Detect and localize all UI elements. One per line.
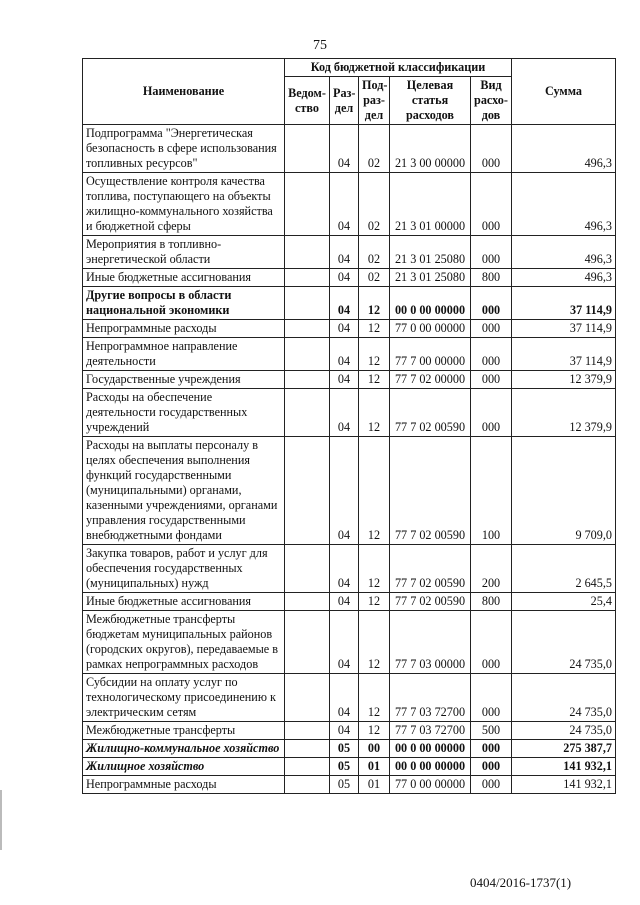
row-podrazdel: 02	[359, 269, 390, 287]
table-row	[83, 125, 616, 173]
row-vedomstvo	[285, 545, 330, 593]
table-row	[83, 674, 616, 722]
row-target: 77 7 02 00590	[390, 389, 471, 437]
row-vid: 800	[471, 593, 512, 611]
header-sum: Сумма	[512, 59, 616, 125]
table-row	[83, 287, 616, 320]
table-row	[83, 722, 616, 740]
row-target: 21 3 01 25080	[390, 236, 471, 269]
row-vid: 000	[471, 371, 512, 389]
row-vid: 000	[471, 758, 512, 776]
row-target: 77 7 00 00000	[390, 338, 471, 371]
row-vedomstvo	[285, 236, 330, 269]
row-vid: 100	[471, 437, 512, 545]
row-target: 77 7 02 00590	[390, 437, 471, 545]
header-podrazdel: Под-раз-дел	[359, 77, 390, 125]
table-body	[83, 125, 616, 794]
row-name: Жилищное хозяйство	[83, 758, 285, 776]
row-sum: 9 709,0	[512, 437, 616, 545]
row-vid: 000	[471, 611, 512, 674]
row-podrazdel: 01	[359, 758, 390, 776]
document-code: 0404/2016-1737(1)	[470, 875, 572, 890]
row-sum: 25,4	[512, 593, 616, 611]
budget-table	[82, 58, 616, 794]
row-razdel: 04	[330, 674, 359, 722]
row-name: Непрограммные расходы	[83, 320, 285, 338]
row-podrazdel: 02	[359, 236, 390, 269]
row-name: Непрограммные расходы	[83, 776, 285, 794]
row-name: Мероприятия в топливно-энергетической области	[83, 236, 285, 269]
table-row	[83, 545, 616, 593]
row-target: 77 7 03 00000	[390, 611, 471, 674]
row-sum: 496,3	[512, 125, 616, 173]
row-target: 77 7 03 72700	[390, 674, 471, 722]
row-name: Подпрограмма "Энергетическая безопасность в сфере использования топливных ресурсов"	[83, 125, 285, 173]
row-target: 77 7 03 72700	[390, 722, 471, 740]
row-vedomstvo	[285, 269, 330, 287]
table-row	[83, 320, 616, 338]
table-row	[83, 236, 616, 269]
header-vid: Вид расхо-дов	[471, 77, 512, 125]
row-vedomstvo	[285, 125, 330, 173]
header-code-group: Код бюджетной классификации	[285, 59, 512, 77]
row-vid: 000	[471, 287, 512, 320]
row-razdel: 04	[330, 338, 359, 371]
row-name: Государственные учреждения	[83, 371, 285, 389]
row-sum: 496,3	[512, 173, 616, 236]
row-razdel: 04	[330, 545, 359, 593]
row-vedomstvo	[285, 611, 330, 674]
margin-mark	[0, 790, 2, 850]
row-vid: 000	[471, 125, 512, 173]
row-sum: 141 932,1	[512, 776, 616, 794]
row-razdel: 05	[330, 740, 359, 758]
row-razdel: 04	[330, 125, 359, 173]
header-name: Наименование	[83, 59, 285, 125]
row-name: Межбюджетные трансферты бюджетам муниципальных районов (городских округов), передаваемые в рамках непрограммных расходов	[83, 611, 285, 674]
table-row	[83, 758, 616, 776]
row-vedomstvo	[285, 437, 330, 545]
row-vedomstvo	[285, 173, 330, 236]
row-vedomstvo	[285, 338, 330, 371]
row-razdel: 04	[330, 320, 359, 338]
row-podrazdel: 12	[359, 722, 390, 740]
table-row	[83, 593, 616, 611]
row-sum: 37 114,9	[512, 287, 616, 320]
row-name: Осуществление контроля качества топлива, поступающего на объекты жилищно-коммунального хозяйства и бюджетной сферы	[83, 173, 285, 236]
row-sum: 24 735,0	[512, 722, 616, 740]
row-sum: 275 387,7	[512, 740, 616, 758]
row-razdel: 05	[330, 776, 359, 794]
row-name: Иные бюджетные ассигнования	[83, 269, 285, 287]
table-row	[83, 371, 616, 389]
row-podrazdel: 12	[359, 593, 390, 611]
row-vid: 000	[471, 320, 512, 338]
row-target: 21 3 01 00000	[390, 173, 471, 236]
row-name: Субсидии на оплату услуг по технологическому присоединению к электрическим сетям	[83, 674, 285, 722]
row-sum: 496,3	[512, 269, 616, 287]
table-row	[83, 437, 616, 545]
row-target: 77 0 00 00000	[390, 776, 471, 794]
row-vedomstvo	[285, 320, 330, 338]
header-razdel: Раз-дел	[330, 77, 359, 125]
row-name: Непрограммное направление деятельности	[83, 338, 285, 371]
header-vedomstvo: Ведом-ство	[285, 77, 330, 125]
row-razdel: 04	[330, 437, 359, 545]
table-row	[83, 389, 616, 437]
row-razdel: 04	[330, 287, 359, 320]
row-razdel: 04	[330, 371, 359, 389]
page-number: 75	[313, 38, 327, 53]
row-name: Иные бюджетные ассигнования	[83, 593, 285, 611]
row-razdel: 04	[330, 269, 359, 287]
row-target: 77 0 00 00000	[390, 320, 471, 338]
row-razdel: 04	[330, 593, 359, 611]
row-podrazdel: 02	[359, 125, 390, 173]
row-razdel: 04	[330, 389, 359, 437]
row-name: Закупка товаров, работ и услуг для обеспечения государственных (муниципальных) нужд	[83, 545, 285, 593]
row-podrazdel: 12	[359, 371, 390, 389]
table-row	[83, 269, 616, 287]
row-vedomstvo	[285, 371, 330, 389]
row-vedomstvo	[285, 389, 330, 437]
row-target: 00 0 00 00000	[390, 740, 471, 758]
row-vid: 000	[471, 338, 512, 371]
row-sum: 141 932,1	[512, 758, 616, 776]
row-vid: 000	[471, 740, 512, 758]
row-razdel: 04	[330, 722, 359, 740]
row-target: 21 3 00 00000	[390, 125, 471, 173]
row-target: 00 0 00 00000	[390, 287, 471, 320]
header-target: Целевая статья расходов	[390, 77, 471, 125]
row-vid: 500	[471, 722, 512, 740]
row-podrazdel: 12	[359, 338, 390, 371]
row-sum: 37 114,9	[512, 320, 616, 338]
table-row	[83, 338, 616, 371]
row-sum: 37 114,9	[512, 338, 616, 371]
row-target: 21 3 01 25080	[390, 269, 471, 287]
row-vid: 000	[471, 173, 512, 236]
table-row	[83, 611, 616, 674]
row-vid: 000	[471, 236, 512, 269]
row-razdel: 04	[330, 236, 359, 269]
row-name: Межбюджетные трансферты	[83, 722, 285, 740]
row-vedomstvo	[285, 722, 330, 740]
row-vid: 000	[471, 389, 512, 437]
row-vedomstvo	[285, 740, 330, 758]
row-podrazdel: 12	[359, 287, 390, 320]
row-vedomstvo	[285, 287, 330, 320]
row-podrazdel: 12	[359, 674, 390, 722]
row-razdel: 04	[330, 173, 359, 236]
row-sum: 12 379,9	[512, 371, 616, 389]
row-vedomstvo	[285, 758, 330, 776]
row-target: 00 0 00 00000	[390, 758, 471, 776]
row-razdel: 04	[330, 611, 359, 674]
row-vedomstvo	[285, 776, 330, 794]
row-vid: 200	[471, 545, 512, 593]
row-sum: 2 645,5	[512, 545, 616, 593]
row-podrazdel: 02	[359, 173, 390, 236]
row-vedomstvo	[285, 674, 330, 722]
table-row	[83, 776, 616, 794]
table-row	[83, 173, 616, 236]
row-sum: 496,3	[512, 236, 616, 269]
row-podrazdel: 12	[359, 320, 390, 338]
row-podrazdel: 12	[359, 437, 390, 545]
row-podrazdel: 12	[359, 611, 390, 674]
row-name: Расходы на выплаты персоналу в целях обеспечения выполнения функций государственными (муниципальными) органами, казенными учреждениями, органами управления государственными внебюджетными фондами	[83, 437, 285, 545]
row-razdel: 05	[330, 758, 359, 776]
row-sum: 24 735,0	[512, 674, 616, 722]
row-target: 77 7 02 00590	[390, 545, 471, 593]
row-name: Другие вопросы в области национальной экономики	[83, 287, 285, 320]
row-target: 77 7 02 00590	[390, 593, 471, 611]
row-vid: 800	[471, 269, 512, 287]
row-sum: 12 379,9	[512, 389, 616, 437]
row-vedomstvo	[285, 593, 330, 611]
row-name: Расходы на обеспечение деятельности государственных учреждений	[83, 389, 285, 437]
row-podrazdel: 01	[359, 776, 390, 794]
row-podrazdel: 00	[359, 740, 390, 758]
row-vid: 000	[471, 674, 512, 722]
row-sum: 24 735,0	[512, 611, 616, 674]
table-row	[83, 740, 616, 758]
row-name: Жилищно-коммунальное хозяйство	[83, 740, 285, 758]
row-target: 77 7 02 00000	[390, 371, 471, 389]
row-vid: 000	[471, 776, 512, 794]
row-podrazdel: 12	[359, 545, 390, 593]
row-podrazdel: 12	[359, 389, 390, 437]
